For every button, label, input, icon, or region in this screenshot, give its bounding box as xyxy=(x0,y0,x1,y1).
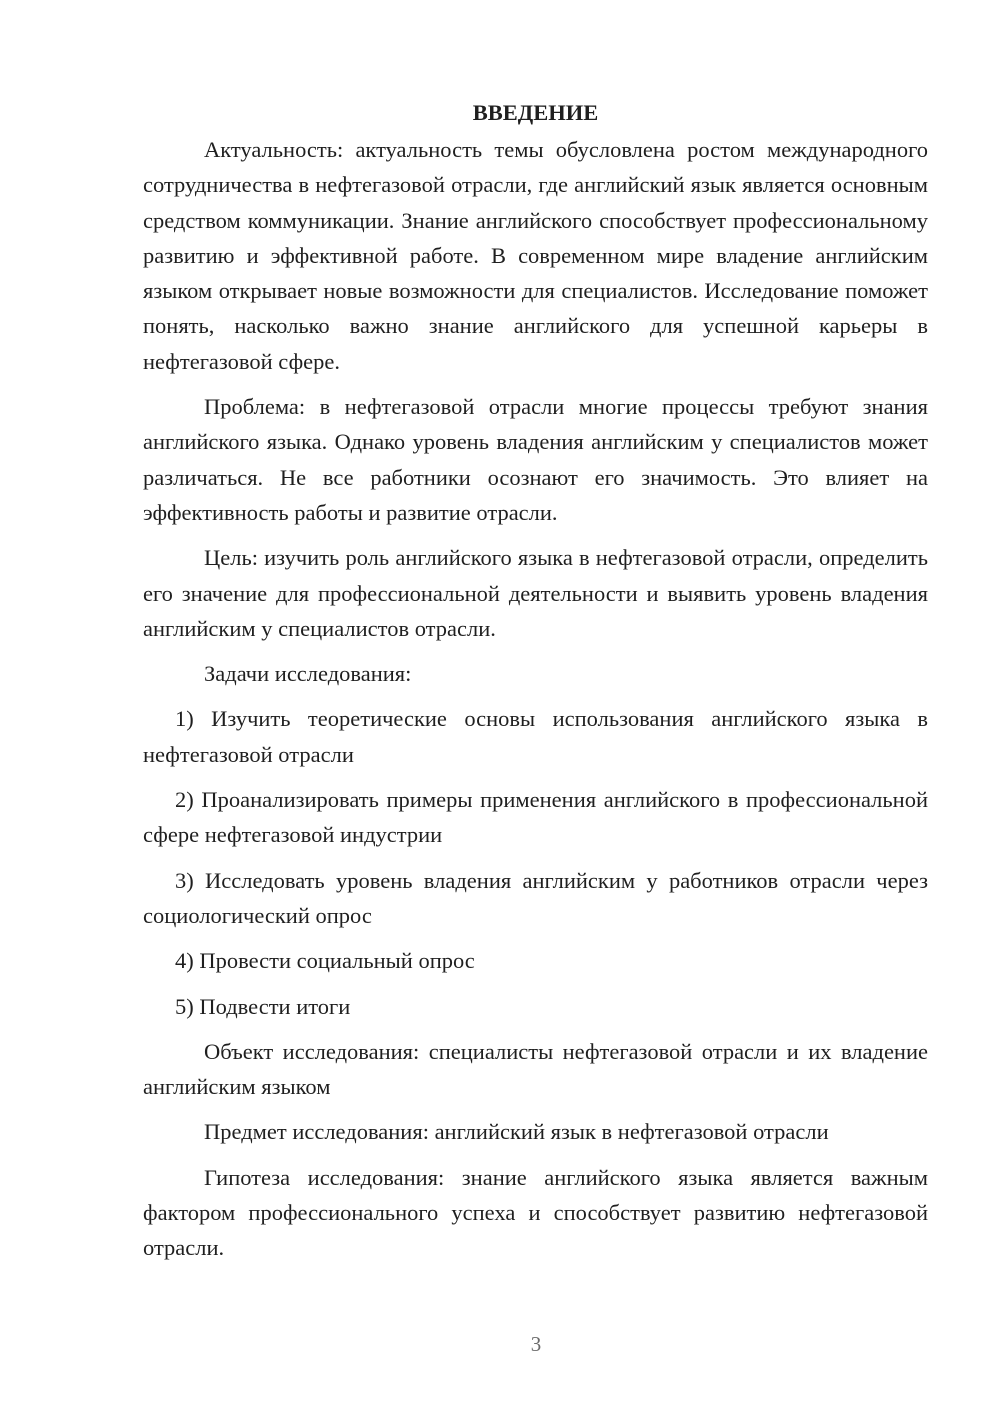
task-item: 4) Провести социальный опрос xyxy=(175,948,475,974)
paragraph-goal: Цель: изучить роль английского языка в нефтегазовой отрасли, определить его значение для профессиональной деятельности и выявить уровень владения английским у специалистов отрасли. xyxy=(143,545,928,641)
paragraph-hypothesis: Гипотеза исследования: знание английского языка является важным фактором профессионального успеха и способствует развитию нефтегазовой отрасли. xyxy=(143,1164,928,1261)
paragraph-subject: Предмет исследования: английский язык в нефтегазовой отрасли xyxy=(204,1119,829,1145)
page-content xyxy=(143,95,928,1276)
task-item: 2) Проанализировать примеры применения английского в профессиональной сфере нефтегазовой индустрии xyxy=(143,787,928,848)
paragraph-object: Объект исследования: специалисты нефтегазовой отрасли и их владение английским языком xyxy=(143,1038,928,1100)
tasks-heading: Задачи исследования: xyxy=(204,661,412,687)
page-number: 3 xyxy=(530,1332,542,1356)
paragraph-problem: Проблема: в нефтегазовой отрасли многие процессы требуют знания английского языка. Однако уровень владения английским у специалистов может различаться. Не все работники осознают его значимость. Это влияет на эффективность работы и развитие отрасли. xyxy=(143,394,928,525)
paragraph-relevance: Актуальность: актуальность темы обусловлена ростом международного сотрудничества в нефтегазовой отрасли, где английский язык является основным средством коммуникации. Знание английского способствует профессиональному развитию и эффективной работе. В современном мире владение английским языком открывает новые возможности для специалистов. Исследование поможет понять, насколько важно знание английского для успешной карьеры в нефтегазовой сфере. xyxy=(143,137,928,374)
task-item: 5) Подвести итоги xyxy=(175,993,351,1019)
task-item: 3) Исследовать уровень владения английским у работников отрасли через социологический опрос xyxy=(143,867,928,928)
task-item: 1) Изучить теоретические основы использования английского языка в нефтегазовой отрасли xyxy=(143,706,928,767)
page-title: ВВЕДЕНИЕ xyxy=(472,100,599,125)
